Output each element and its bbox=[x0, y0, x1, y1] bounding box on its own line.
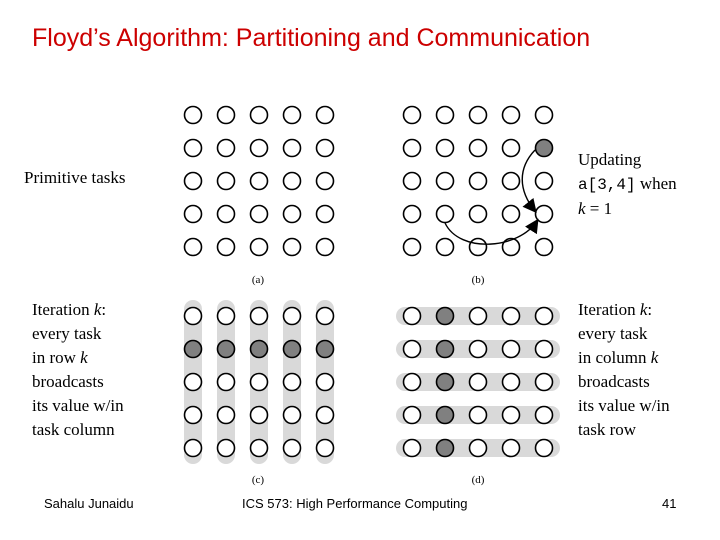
col-line-3: in column bbox=[578, 348, 651, 367]
task-node bbox=[284, 107, 301, 124]
task-node bbox=[470, 374, 487, 391]
task-node bbox=[536, 341, 553, 358]
task-node bbox=[437, 440, 454, 457]
task-node bbox=[503, 308, 520, 325]
task-node bbox=[503, 206, 520, 223]
col-iter-text: Iteration bbox=[578, 300, 640, 319]
task-node bbox=[284, 374, 301, 391]
task-node bbox=[437, 107, 454, 124]
row-line-4: broadcasts bbox=[32, 372, 104, 391]
row-iter-colon: : bbox=[101, 300, 107, 319]
task-node bbox=[218, 374, 235, 391]
task-node bbox=[503, 140, 520, 157]
row-line-6: task column bbox=[32, 420, 115, 439]
task-node bbox=[251, 407, 268, 424]
task-node bbox=[536, 374, 553, 391]
task-node bbox=[251, 140, 268, 157]
task-node bbox=[284, 440, 301, 457]
task-node bbox=[317, 140, 334, 157]
task-node bbox=[284, 140, 301, 157]
task-node bbox=[185, 107, 202, 124]
task-node bbox=[470, 107, 487, 124]
task-node bbox=[317, 173, 334, 190]
task-node bbox=[317, 107, 334, 124]
primitive-tasks-label bbox=[24, 166, 126, 190]
task-node bbox=[404, 107, 421, 124]
task-node bbox=[251, 440, 268, 457]
row-line-3: in row bbox=[32, 348, 81, 367]
task-node bbox=[317, 440, 334, 457]
task-node bbox=[218, 173, 235, 190]
task-node bbox=[437, 407, 454, 424]
col-iter-k: k bbox=[639, 300, 648, 319]
task-node bbox=[470, 308, 487, 325]
panel-caption: (d) bbox=[471, 474, 485, 486]
arrow-from-source bbox=[445, 221, 537, 244]
task-node bbox=[284, 341, 301, 358]
task-node bbox=[503, 341, 520, 358]
task-node bbox=[251, 308, 268, 325]
task-node bbox=[185, 374, 202, 391]
row-line-3-k: k bbox=[80, 348, 88, 367]
task-node bbox=[218, 140, 235, 157]
task-node bbox=[404, 341, 421, 358]
task-node bbox=[470, 341, 487, 358]
updating-label bbox=[578, 148, 677, 221]
task-node bbox=[536, 206, 553, 223]
task-node bbox=[284, 206, 301, 223]
task-node bbox=[437, 374, 454, 391]
task-node bbox=[404, 239, 421, 256]
task-node bbox=[251, 374, 268, 391]
task-node bbox=[284, 173, 301, 190]
task-node bbox=[470, 407, 487, 424]
task-node bbox=[503, 407, 520, 424]
task-node bbox=[437, 341, 454, 358]
task-node bbox=[437, 173, 454, 190]
task-node bbox=[284, 407, 301, 424]
task-node bbox=[185, 308, 202, 325]
row-broadcast-label bbox=[32, 298, 124, 442]
task-node bbox=[185, 407, 202, 424]
task-node bbox=[536, 107, 553, 124]
panel-caption: (b) bbox=[471, 274, 485, 286]
task-node bbox=[536, 308, 553, 325]
col-broadcast-label bbox=[578, 298, 670, 442]
task-node bbox=[251, 206, 268, 223]
updating-when: when bbox=[639, 174, 677, 193]
task-node bbox=[470, 440, 487, 457]
col-line-4: broadcasts bbox=[578, 372, 650, 391]
col-line-3-k: k bbox=[650, 348, 659, 367]
task-node bbox=[317, 239, 334, 256]
task-node bbox=[185, 206, 202, 223]
task-node bbox=[437, 140, 454, 157]
task-node bbox=[536, 173, 553, 190]
task-node bbox=[503, 374, 520, 391]
updating-eq: = 1 bbox=[585, 199, 613, 218]
task-node bbox=[404, 407, 421, 424]
task-node bbox=[185, 140, 202, 157]
col-line-5: its value w/in bbox=[578, 396, 670, 415]
col-line-2: every task bbox=[578, 324, 648, 343]
task-node bbox=[404, 440, 421, 457]
col-iter-colon: : bbox=[647, 300, 653, 319]
task-node bbox=[185, 341, 202, 358]
task-node bbox=[284, 239, 301, 256]
task-node bbox=[218, 239, 235, 256]
row-iter-text: Iteration bbox=[32, 300, 94, 319]
task-node bbox=[218, 407, 235, 424]
task-node bbox=[251, 239, 268, 256]
row-line-5: its value w/in bbox=[32, 396, 124, 415]
col-line-6: task row bbox=[578, 420, 637, 439]
row-line-2: every task bbox=[32, 324, 102, 343]
footer-course: ICS 573: High Performance Computing bbox=[242, 496, 468, 511]
task-node bbox=[404, 206, 421, 223]
slide-title: Floyd’s Algorithm: Partitioning and Communication bbox=[32, 24, 591, 52]
task-node bbox=[470, 140, 487, 157]
task-node bbox=[503, 173, 520, 190]
arrow-down-to-target bbox=[522, 150, 535, 211]
task-node bbox=[470, 173, 487, 190]
task-node bbox=[218, 341, 235, 358]
task-node bbox=[251, 341, 268, 358]
task-node bbox=[185, 440, 202, 457]
task-node bbox=[437, 239, 454, 256]
task-node bbox=[218, 107, 235, 124]
panel-caption: (a) bbox=[251, 274, 265, 286]
task-node bbox=[251, 173, 268, 190]
task-node bbox=[284, 308, 301, 325]
task-node bbox=[404, 308, 421, 325]
task-node bbox=[218, 308, 235, 325]
task-node bbox=[317, 308, 334, 325]
task-node bbox=[317, 206, 334, 223]
primitive-tasks-text: Primitive tasks bbox=[24, 168, 126, 187]
row-iter-k: k bbox=[93, 300, 102, 319]
task-node bbox=[404, 140, 421, 157]
panel-caption: (c) bbox=[251, 474, 265, 486]
updating-code: a[3,4] bbox=[578, 176, 636, 194]
task-node bbox=[503, 239, 520, 256]
task-node bbox=[437, 308, 454, 325]
task-node bbox=[185, 239, 202, 256]
task-node bbox=[503, 107, 520, 124]
task-node bbox=[503, 440, 520, 457]
task-node bbox=[317, 341, 334, 358]
task-node bbox=[470, 239, 487, 256]
task-node bbox=[470, 206, 487, 223]
task-node bbox=[437, 206, 454, 223]
task-node bbox=[536, 140, 553, 157]
task-node bbox=[251, 107, 268, 124]
task-node bbox=[185, 173, 202, 190]
task-node bbox=[218, 440, 235, 457]
task-node bbox=[536, 239, 553, 256]
task-node bbox=[317, 374, 334, 391]
updating-k: k bbox=[578, 199, 586, 218]
footer-author: Sahalu Junaidu bbox=[44, 496, 134, 511]
task-node bbox=[536, 440, 553, 457]
footer-page-number: 41 bbox=[662, 496, 677, 511]
task-node bbox=[404, 173, 421, 190]
task-node bbox=[404, 374, 421, 391]
task-node bbox=[536, 407, 553, 424]
task-node bbox=[317, 407, 334, 424]
task-node bbox=[218, 206, 235, 223]
updating-line-1: Updating bbox=[578, 150, 642, 169]
